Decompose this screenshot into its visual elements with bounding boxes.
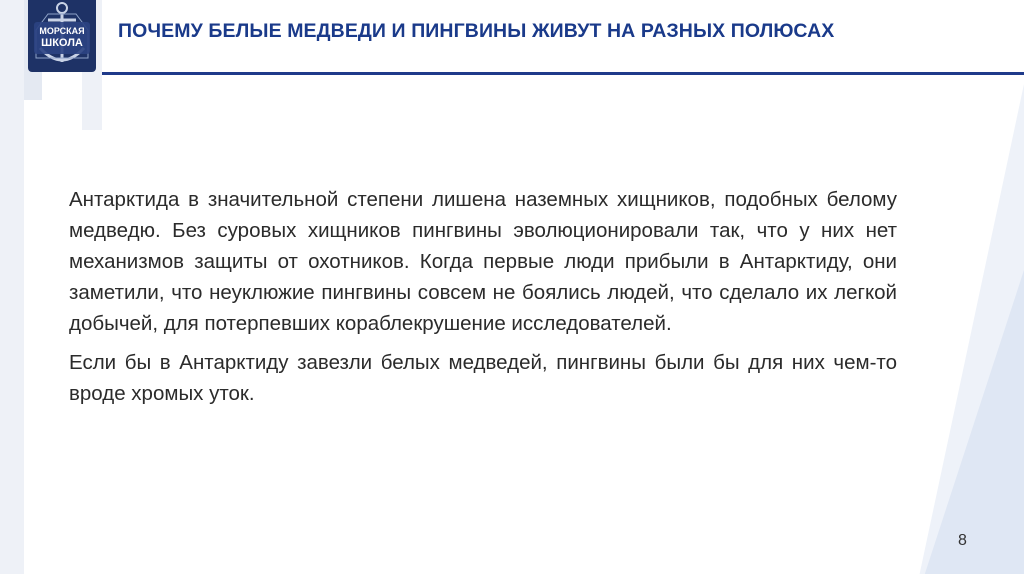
slide-title: ПОЧЕМУ БЕЛЫЕ МЕДВЕДИ И ПИНГВИНЫ ЖИВУТ НА РАЗНЫХ ПОЛЮСАХ <box>118 20 835 42</box>
school-logo <box>28 0 96 72</box>
logo-text-line2: ШКОЛА <box>41 37 83 49</box>
logo-text-line1: МОРСКАЯ <box>39 26 85 36</box>
anchor-icon <box>28 0 96 72</box>
paragraph: Если бы в Антарктиду завезли белых медведей, пингвины были бы для них чем-то вроде хромых уток. <box>69 351 897 405</box>
paragraph: Антарктида в значительной степени лишена наземных хищников, подобных белому медведю. Без суровых хищников пингвины эволюционировали так, что у них нет механизмов защиты от охотников. Когда первые люди прибыли в Антарктиду, они заметили, что неуклюжие пингвины совсем не боялись людей, что сделало их легкой добычей, для потерпевших кораблекрушение исследователей. <box>69 188 897 335</box>
slide-body <box>69 184 897 417</box>
header-underline <box>102 72 1024 75</box>
left-decor-strip <box>0 0 24 574</box>
page-number: 8 <box>958 532 967 549</box>
